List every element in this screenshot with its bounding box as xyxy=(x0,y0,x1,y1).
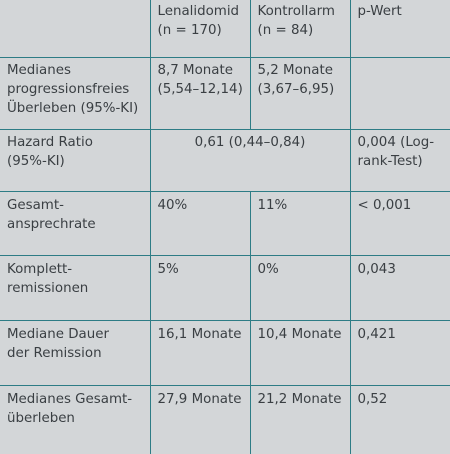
row-label-line: Mediane Dauer xyxy=(7,327,109,342)
table-row xyxy=(0,58,450,130)
cell-p-wert xyxy=(350,58,450,130)
table-row xyxy=(0,321,450,386)
row-label-line: remissionen xyxy=(7,281,88,296)
table-row xyxy=(0,192,450,256)
cell-p-line: 0,004 (Log- xyxy=(358,135,435,150)
cell-ci: (3,67–6,95) xyxy=(258,82,335,97)
cell-ci: (5,54–12,14) xyxy=(158,82,243,97)
row-label xyxy=(0,321,150,386)
cell-p-wert: < 0,001 xyxy=(350,192,450,256)
table-row xyxy=(0,386,450,454)
header-kontrollarm-line2: (n = 84) xyxy=(258,23,314,38)
cell-p-wert: 0,043 xyxy=(350,256,450,321)
cell-p-wert xyxy=(350,130,450,192)
header-row xyxy=(0,0,450,58)
cell-kontrollarm: 11% xyxy=(250,192,350,256)
header-kontrollarm-line1: Kontrollarm xyxy=(258,4,335,19)
header-lenalidomid-line2: (n = 170) xyxy=(158,23,222,38)
row-label xyxy=(0,386,150,454)
header-empty-cell xyxy=(0,0,150,58)
row-label-line: ansprechrate xyxy=(7,217,96,232)
cell-kontrollarm: 0% xyxy=(250,256,350,321)
row-label-line: Überleben (95%-KI) xyxy=(7,101,138,116)
header-p-wert xyxy=(350,0,450,58)
cell-kontrollarm: 10,4 Monate xyxy=(250,321,350,386)
cell-lenalidomid: 5% xyxy=(150,256,250,321)
row-label-line: Gesamt- xyxy=(7,198,64,213)
header-lenalidomid-line1: Lenalidomid xyxy=(158,4,240,19)
row-label-line: Medianes Gesamt- xyxy=(7,392,132,407)
row-label xyxy=(0,58,150,130)
cell-value: 8,7 Monate xyxy=(158,63,233,78)
row-label-line: (95%-KI) xyxy=(7,154,65,169)
cell-kontrollarm: 21,2 Monate xyxy=(250,386,350,454)
table-row xyxy=(0,130,450,192)
cell-hazard-ratio-merged: 0,61 (0,44–0,84) xyxy=(150,130,350,192)
cell-kontrollarm xyxy=(250,58,350,130)
row-label-line: der Remission xyxy=(7,346,102,361)
header-lenalidomid xyxy=(150,0,250,58)
header-p-wert-label: p-Wert xyxy=(358,4,402,19)
row-label xyxy=(0,130,150,192)
cell-p-wert: 0,421 xyxy=(350,321,450,386)
row-label-line: Komplett- xyxy=(7,262,72,277)
row-label xyxy=(0,256,150,321)
table-row xyxy=(0,256,450,321)
cell-p-wert: 0,52 xyxy=(350,386,450,454)
row-label-line: Hazard Ratio xyxy=(7,135,93,150)
row-label xyxy=(0,192,150,256)
cell-lenalidomid: 40% xyxy=(150,192,250,256)
cell-lenalidomid xyxy=(150,58,250,130)
row-label-line: progressionsfreies xyxy=(7,82,129,97)
cell-lenalidomid: 16,1 Monate xyxy=(150,321,250,386)
cell-p-line: rank-Test) xyxy=(358,154,423,169)
cell-value: 5,2 Monate xyxy=(258,63,333,78)
header-kontrollarm xyxy=(250,0,350,58)
row-label-line: überleben xyxy=(7,411,75,426)
cell-lenalidomid: 27,9 Monate xyxy=(150,386,250,454)
row-label-line: Medianes xyxy=(7,63,71,78)
